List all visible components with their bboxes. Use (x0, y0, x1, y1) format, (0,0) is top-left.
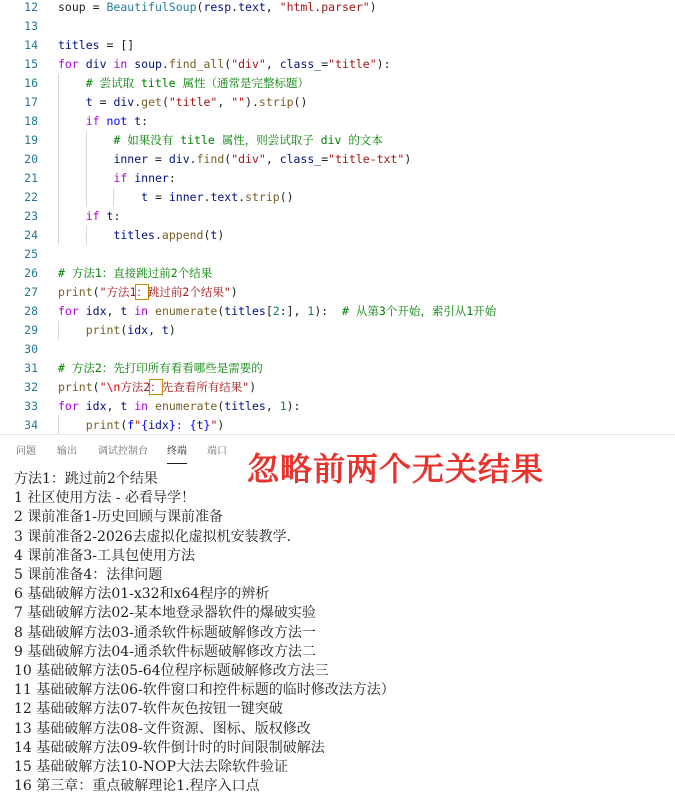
code-token: if (85, 114, 100, 128)
code-token: ( (217, 399, 225, 413)
code-token: inner (168, 190, 204, 204)
code-token: find (196, 152, 225, 166)
line-number: 25 (24, 247, 38, 261)
code-text (58, 0, 377, 17)
code-token: { (189, 418, 197, 432)
line-number: 19 (24, 133, 38, 147)
code-token: titles (224, 304, 266, 318)
terminal-line: 16 第三章：重点破解理论1.程序入口点 (14, 778, 260, 795)
code-token: idx (127, 323, 149, 337)
code-token: titles (113, 228, 155, 242)
code-token: not (106, 114, 128, 128)
code-text (113, 226, 224, 245)
line-number: 28 (24, 304, 38, 318)
code-text (58, 264, 212, 283)
code-token: ): (376, 57, 391, 71)
code-token: " (210, 418, 218, 432)
code-token: : (175, 418, 190, 432)
red-annotation: 忽略前两个无关结果 (247, 450, 545, 488)
code-token: , (106, 304, 121, 318)
terminal-line: 方法1：跳过前2个结果 (14, 471, 158, 487)
code-token: ( (92, 380, 100, 394)
code-token: if (113, 171, 128, 185)
line-number: 13 (24, 19, 38, 33)
code-token: :], (279, 304, 308, 318)
code-token (100, 209, 107, 223)
code-line[interactable] (0, 131, 675, 150)
code-token: ) (217, 228, 225, 242)
code-token: = [] (99, 38, 135, 52)
code-token: in (113, 57, 128, 71)
code-token: . (231, 0, 239, 14)
terminal-line: 9 基础破解方法04-通杀软件标题破解修改方法二 (14, 643, 316, 660)
indent-guide (58, 112, 59, 131)
code-token: ( (196, 0, 204, 14)
code-token (79, 304, 86, 318)
code-token: "html.parser" (279, 0, 370, 14)
code-line[interactable] (0, 0, 675, 17)
tab-ports[interactable]: 端口 (207, 446, 227, 457)
code-text (86, 416, 225, 434)
code-token: ) (217, 418, 225, 432)
tab-problems[interactable]: 问题 (16, 446, 36, 457)
code-token: div (85, 57, 107, 71)
code-token: . (154, 228, 162, 242)
code-token: ( (224, 152, 232, 166)
code-token: . (203, 190, 211, 204)
code-token: t (120, 399, 128, 413)
code-token: , (265, 0, 280, 14)
code-token (100, 114, 107, 128)
code-token (79, 57, 86, 71)
terminal-line: 2 课前准备1-历史回顾与课前准备 (14, 509, 223, 526)
code-token (148, 304, 155, 318)
code-token: 跳过前2个结果" (147, 285, 231, 299)
indent-guide (58, 416, 59, 434)
line-number: 32 (24, 380, 38, 394)
indent-guide (58, 131, 59, 150)
code-line[interactable] (0, 302, 675, 321)
code-text (58, 283, 238, 302)
code-line[interactable] (0, 416, 675, 434)
indent-guide (86, 169, 87, 188)
code-token: soup (134, 57, 162, 71)
code-token: ): (314, 304, 343, 318)
code-token: : (168, 171, 176, 185)
code-line[interactable] (0, 112, 675, 131)
code-line[interactable] (0, 169, 675, 188)
code-text (86, 112, 148, 131)
code-token: t (134, 114, 142, 128)
code-token: , (148, 323, 162, 337)
code-token: print (85, 418, 121, 432)
line-number: 22 (24, 190, 38, 204)
code-token: , (217, 95, 232, 109)
code-token: div (168, 152, 190, 166)
code-token: if (85, 209, 100, 223)
terminal-line: 5 课前准备4：法律问题 (14, 567, 163, 583)
line-number: 24 (24, 228, 38, 242)
code-token: . (161, 57, 169, 71)
code-token: print (58, 285, 93, 299)
code-token: 先查看所有结果" (161, 380, 250, 394)
indent-guide (86, 226, 87, 245)
code-token: = (92, 95, 114, 109)
code-token: } (203, 418, 211, 432)
code-token: "title" (328, 57, 377, 71)
indent-guide (58, 93, 59, 112)
line-number: 30 (24, 342, 38, 356)
line-number: 29 (24, 323, 38, 337)
code-token: # 如果没有 title 属性，则尝试取子 div 的文本 (113, 133, 383, 147)
code-token: ( (92, 285, 100, 299)
code-token: ) (168, 323, 176, 337)
code-text (58, 359, 263, 378)
line-number: 27 (24, 285, 38, 299)
code-token: : (141, 114, 149, 128)
code-token: ). (245, 95, 259, 109)
code-token: } (168, 418, 176, 432)
code-token: ) (249, 380, 257, 394)
indent-guide (58, 321, 59, 340)
code-token: # 尝试取 title 属性（通常是完整标题） (85, 76, 310, 90)
code-token: t (85, 95, 93, 109)
code-line[interactable] (0, 36, 675, 55)
code-token: text (210, 190, 239, 204)
line-number: 14 (24, 38, 38, 52)
code-token: t (106, 209, 114, 223)
code-token: t (141, 190, 149, 204)
code-token: in (134, 399, 149, 413)
code-token: for (58, 304, 79, 318)
line-number: 16 (24, 76, 38, 90)
code-token: for (58, 399, 79, 413)
code-token: inner (134, 171, 169, 185)
indent-guide (86, 131, 87, 150)
indent-guide (113, 188, 114, 207)
code-line[interactable] (0, 74, 675, 93)
indent-guide (58, 188, 59, 207)
code-token: find_all (168, 57, 225, 71)
indent-guide (58, 150, 59, 169)
code-text (141, 188, 293, 207)
code-token: "title-txt" (328, 152, 405, 166)
code-text (86, 321, 176, 340)
code-token: class_ (279, 57, 322, 71)
code-token: 2 (272, 304, 280, 318)
indent-guide (86, 188, 87, 207)
code-token: # 方法1：直接跳过前2个结果 (58, 266, 213, 280)
line-number: 17 (24, 95, 38, 109)
code-text (113, 169, 175, 188)
code-token: "div" (231, 152, 266, 166)
code-line[interactable] (0, 340, 675, 359)
code-token: idx (85, 304, 107, 318)
code-token: t (210, 228, 218, 242)
code-token: : (113, 209, 121, 223)
code-token: 1 (307, 304, 315, 318)
code-token: 方法2 (120, 380, 151, 394)
code-line[interactable] (0, 55, 675, 74)
code-text (58, 397, 300, 416)
code-text (58, 302, 496, 321)
code-line[interactable] (0, 359, 675, 378)
indent-guide (86, 150, 87, 169)
warning-highlight: ： (150, 380, 162, 394)
indent-guide (58, 169, 59, 188)
terminal-line: 13 基础破解方法08-文件资源、图标、版权修改 (14, 720, 311, 737)
code-token: print (85, 323, 121, 337)
line-number: 15 (24, 57, 38, 71)
code-token: " (134, 418, 142, 432)
code-line[interactable] (0, 188, 675, 207)
code-token: enumerate (155, 304, 218, 318)
code-token: [ (265, 304, 273, 318)
code-token: ( (203, 228, 211, 242)
tab-terminal[interactable]: 终端 (167, 446, 187, 457)
code-token: \n (106, 380, 121, 394)
code-token: ( (161, 95, 169, 109)
line-number: 12 (24, 0, 38, 14)
code-text (113, 131, 382, 150)
line-number: 21 (24, 171, 38, 185)
code-token: # 方法2：先打印所有看看哪些是需要的 (58, 361, 263, 375)
code-line[interactable] (0, 150, 675, 169)
terminal-line: 7 基础破解方法02-某本地登录器软件的爆破实验 (14, 605, 316, 622)
code-token: , (265, 57, 280, 71)
tab-output[interactable]: 输出 (57, 446, 77, 457)
code-token: = (148, 152, 169, 166)
code-token: strip (245, 190, 280, 204)
code-token: ( (217, 304, 225, 318)
line-number: 31 (24, 361, 38, 375)
line-number: 26 (24, 266, 38, 280)
terminal-line: 15 基础破解方法10-NOP大法去除软件验证 (14, 759, 288, 775)
code-token: ( (120, 323, 128, 337)
indent-guide (58, 74, 59, 93)
code-token (148, 399, 155, 413)
code-token: = (92, 0, 100, 14)
code-token: BeautifulSoup (106, 0, 197, 14)
code-line[interactable] (0, 207, 675, 226)
code-token: text (238, 0, 266, 14)
code-token: resp (203, 0, 232, 14)
code-text (86, 74, 309, 93)
code-token: t (196, 418, 204, 432)
code-token: enumerate (155, 399, 218, 413)
code-token: . (238, 190, 246, 204)
code-line[interactable] (0, 283, 675, 302)
terminal-line: 10 基础破解方法05-64位程序标题破解修改方法三 (14, 663, 329, 679)
warning-highlight: ： (136, 285, 148, 299)
code-line[interactable] (0, 321, 675, 340)
code-text (58, 378, 256, 397)
code-text (58, 36, 134, 55)
terminal-line: 8 基础破解方法03-通杀软件标题破解修改方法一 (14, 624, 316, 641)
code-token: () (293, 95, 308, 109)
terminal-line: 14 基础破解方法09-软件倒计时的时间限制破解法 (14, 739, 325, 756)
code-line[interactable] (0, 245, 675, 264)
code-line[interactable] (0, 93, 675, 112)
code-token: div (113, 95, 135, 109)
tab-debug-console[interactable]: 调试控制台 (98, 446, 148, 457)
code-line[interactable] (0, 17, 675, 36)
code-text (58, 55, 391, 74)
code-token: # 从第3个开始，索引从1开始 (342, 304, 497, 318)
code-token: strip (258, 95, 294, 109)
code-token: . (134, 95, 142, 109)
code-token: = (148, 190, 169, 204)
code-token: idx (85, 399, 107, 413)
code-text (113, 150, 411, 169)
line-number: 23 (24, 209, 38, 223)
code-token: soup (58, 0, 93, 14)
code-token: "方法1 (99, 285, 137, 299)
terminal-line: 3 课前准备2-2026去虚拟化虚拟机安装教学. (14, 528, 292, 545)
code-token: ( (224, 57, 232, 71)
code-token: ) (404, 152, 412, 166)
code-token: , (265, 152, 280, 166)
code-token: . (189, 152, 197, 166)
terminal-line: 6 基础破解方法01-x32和x64程序的辨析 (14, 586, 270, 603)
code-token: titles (224, 399, 266, 413)
indent-guide (58, 226, 59, 245)
code-token (79, 399, 86, 413)
line-number: 33 (24, 399, 38, 413)
code-token: idx (148, 418, 169, 432)
code-token: ) (369, 0, 377, 14)
code-token: ): (286, 399, 301, 413)
code-text (86, 207, 121, 226)
code-token (100, 0, 107, 14)
code-token: ) (230, 285, 238, 299)
code-line[interactable] (0, 264, 675, 283)
indent-guide (58, 207, 59, 226)
code-token: titles (58, 38, 100, 52)
code-token: inner (113, 152, 149, 166)
line-number: 34 (24, 418, 38, 432)
terminal-line: 12 基础破解方法07-软件灰色按钮一键突破 (14, 701, 283, 718)
code-text (86, 93, 308, 112)
code-token: , (265, 399, 280, 413)
code-token: get (141, 95, 162, 109)
code-token: f (127, 418, 135, 432)
code-token: { (141, 418, 149, 432)
code-token: () (279, 190, 294, 204)
code-token: "" (231, 95, 246, 109)
code-token: for (58, 57, 79, 71)
code-token: class_ (279, 152, 322, 166)
code-token: append (161, 228, 204, 242)
code-token: print (58, 380, 93, 394)
code-token: t (161, 323, 169, 337)
code-token: = (321, 57, 329, 71)
code-token: 1 (279, 399, 287, 413)
line-number: 20 (24, 152, 38, 166)
line-number: 18 (24, 114, 38, 128)
code-token: in (134, 304, 149, 318)
code-token: " (99, 380, 107, 394)
terminal-line: 11 基础破解方法06-软件窗口和控件标题的临时修改法方法） (14, 682, 395, 699)
code-line[interactable] (0, 397, 675, 416)
code-token: , (106, 399, 121, 413)
code-line[interactable] (0, 226, 675, 245)
code-token: = (321, 152, 329, 166)
code-line[interactable] (0, 378, 675, 397)
code-token: "div" (231, 57, 266, 71)
code-token: t (120, 304, 128, 318)
terminal-line: 4 课前准备3-工具包使用方法 (14, 547, 195, 564)
code-token: "title" (168, 95, 218, 109)
terminal-line: 1 社区使用方法 - 必看导学！ (14, 490, 195, 507)
code-token: ( (120, 418, 128, 432)
